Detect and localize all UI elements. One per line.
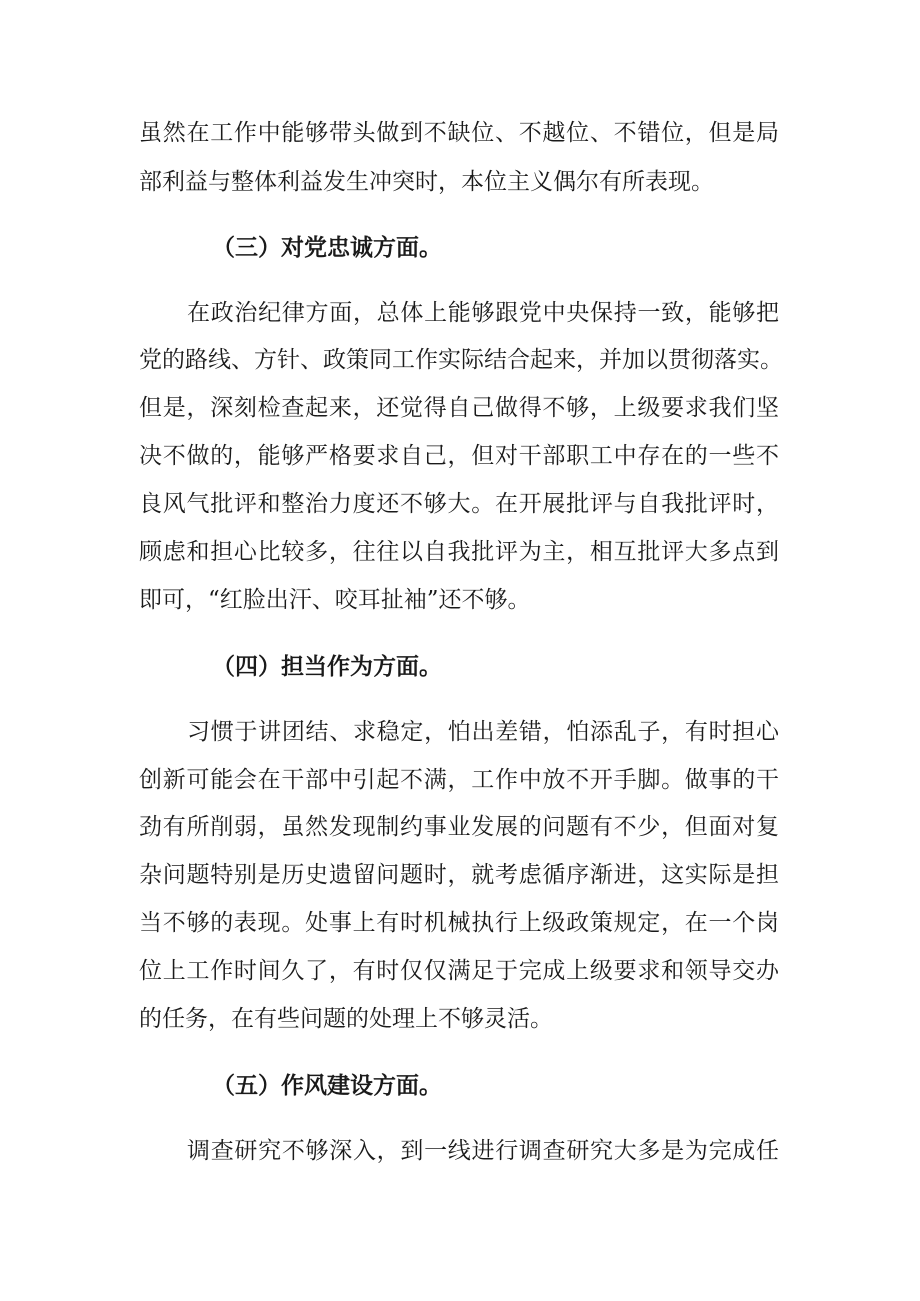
- paragraph-line: 创新可能会在干部中引起不满，工作中放不开手脚。做事的干: [139, 767, 779, 793]
- paragraph-line: 部利益与整体利益发生冲突时，本位主义偶尔有所表现。: [139, 169, 714, 195]
- paragraph-line: 即可，“红脸出汗、咬耳扯袖”还不够。: [139, 587, 531, 613]
- paragraph-line: 调查研究不够深入，到一线进行调查研究大多是为完成任: [187, 1138, 779, 1164]
- paragraph-line: 党的路线、方针、政策同工作实际结合起来，并加以贯彻落实。: [139, 347, 783, 373]
- paragraph-line: 当不够的表现。处事上有时机械执行上级政策规定，在一个岗: [139, 910, 779, 936]
- paragraph-line: 劲有所削弱，虽然发现制约事业发展的问题有不少，但面对复: [139, 814, 779, 840]
- paragraph-line: 良风气批评和整治力度还不够大。在开展批评与自我批评时，: [139, 491, 779, 517]
- paragraph-line: 习惯于讲团结、求稳定，怕出差错，怕添乱子，有时担心: [187, 719, 779, 745]
- paragraph-line: 杂问题特别是历史遗留问题时，就考虑循序渐进，这实际是担: [139, 862, 779, 888]
- section-heading-loyalty: （三）对党忠诚方面。: [212, 235, 442, 261]
- paragraph-line: 顾虑和担心比较多，往往以自我批评为主，相互批评大多点到: [139, 539, 779, 565]
- section-heading-work-style: （五）作风建设方面。: [212, 1073, 442, 1099]
- paragraph-line: 但是，深刻检查起来，还觉得自己做得不够，上级要求我们坚: [139, 395, 779, 421]
- paragraph-line: 决不做的，能够严格要求自己，但对干部职工中存在的一些不: [139, 443, 779, 469]
- paragraph-line: 的任务，在有些问题的处理上不够灵活。: [139, 1006, 553, 1032]
- paragraph-line: 位上工作时间久了，有时仅仅满足于完成上级要求和领导交办: [139, 958, 779, 984]
- section-heading-responsibility: （四）担当作为方面。: [212, 654, 442, 680]
- paragraph-line: 在政治纪律方面，总体上能够跟党中央保持一致，能够把: [187, 300, 779, 326]
- paragraph-line: 虽然在工作中能够带头做到不缺位、不越位、不错位，但是局: [139, 120, 779, 146]
